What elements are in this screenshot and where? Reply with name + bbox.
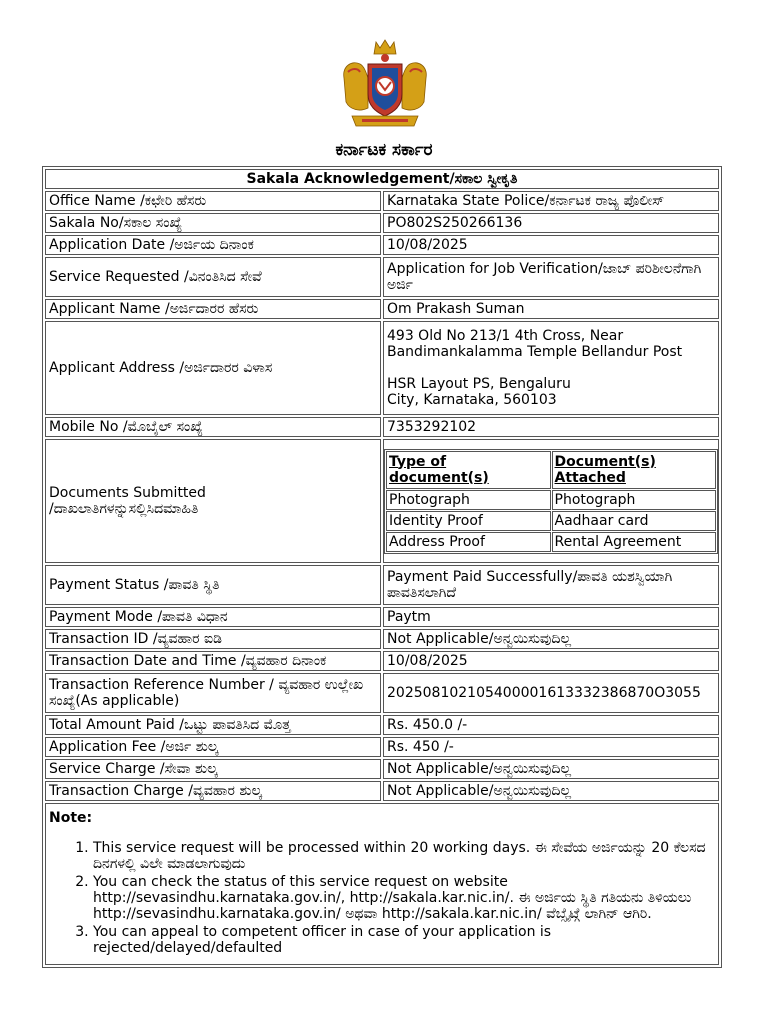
note-title: Note: [49,810,93,826]
payment-status-label: Payment Status /ಪಾವತಿ ಸ್ಥಿತಿ [45,565,381,605]
applicant-address-label: Applicant Address /ಅರ್ಜಿದಾರರ ವಿಳಾಸ [45,321,381,415]
acknowledgement-table [42,166,722,968]
documents-label-line-1: Documents Submitted [49,485,206,501]
documents-value [383,439,719,563]
total-amount-value: Rs. 450.0 /- [383,715,719,735]
address-line-1: 493 Old No 213/1 4th Cross, Near [387,328,624,344]
mobile-no-label: Mobile No /ಮೊಬೈಲ್ ಸಂಖ್ಯೆ [45,417,381,437]
table-row: Photograph [386,490,551,510]
documents-table [384,449,718,554]
documents-col-type: Type of document(s) [386,451,551,489]
documents-label [45,439,381,563]
table-row: Rental Agreement [552,532,717,552]
address-line-4: City, Karnataka, 560103 [387,392,557,408]
total-amount-label: Total Amount Paid /ಒಟ್ಟು ಪಾವತಿಸಿದ ಮೊತ್ತ [45,715,381,735]
sakala-no-label: Sakala No/ಸಕಾಲ ಸಂಖ್ಯೆ [45,213,381,233]
karnataka-emblem-icon [338,38,432,130]
list-item: 3. You can appeal to competent officer in case of your application is rejected/delayed/defaulted [93,924,715,956]
acknowledgement-title: Sakala Acknowledgement/ಸಕಾಲ ಸ್ವೀಕೃತಿ [45,169,719,189]
transaction-datetime-value: 10/08/2025 [383,651,719,671]
service-requested-value: Application for Job Verification/ಜಾಬ್ ಪರಿಶೀಲನೆಗಾಗಿ ಅರ್ಜಿ [383,257,719,297]
list-item: 2. You can check the status of this service request on website http://sevasindhu.karnataka.gov.in/, http://sakala.kar.nic.in/. ಈ ಅರ್ಜಿಯ ಸ್ಥಿತಿ ಗತಿಯನು ತಿಳಿಯಲು http://sevasindhu.karnataka.gov.in/ ಅಥವಾ http://sakala.kar.nic.in/ ವೆಬ್ಸೈಟ್ಗೆ ಲಾಗಿನ್ ಆಗಿರಿ. [93,874,715,922]
note-list [49,840,715,956]
service-requested-label: Service Requested /ವಿನಂತಿಸಿದ ಸೇವೆ [45,257,381,297]
transaction-ref-label: Transaction Reference Number / ವ್ಯವಹಾರ ಉಲ್ಲೇಖ ಸಂಖ್ಯೆ(As applicable) [45,673,381,713]
sakala-no-value: PO802S250266136 [383,213,719,233]
office-name-label: Office Name /ಕಛೇರಿ ಹೆಸರು [45,191,381,211]
table-row: Aadhaar card [552,511,717,531]
transaction-id-value: Not Applicable/ಅನ್ವಯಿಸುವುದಿಲ್ಲ [383,629,719,649]
payment-mode-value: Paytm [383,607,719,627]
address-line-2: Bandimankalamma Temple Bellandur Post [387,344,683,360]
transaction-ref-value: 202508102105400001613332386870O3055 [383,673,719,713]
table-row: Photograph [552,490,717,510]
note-section [45,803,719,965]
address-line-3: HSR Layout PS, Bengaluru [387,376,571,392]
government-title: ಕರ್ನಾಟಕ ಸರ್ಕಾರ [335,140,433,160]
application-date-label: Application Date /ಅರ್ಜಿಯ ದಿನಾಂಕ [45,235,381,255]
documents-col-attached: Document(s) Attached [552,451,717,489]
table-row: Address Proof [386,532,551,552]
application-date-value: 10/08/2025 [383,235,719,255]
service-charge-label: Service Charge /ಸೇವಾ ಶುಲ್ಕ [45,759,381,779]
application-fee-label: Application Fee /ಅರ್ಜಿ ಶುಲ್ಕ [45,737,381,757]
office-name-value: Karnataka State Police/ಕರ್ನಾಟಕ ರಾಜ್ಯ ಪೊಲೀಸ್ [383,191,719,211]
table-row: Identity Proof [386,511,551,531]
applicant-name-value: Om Prakash Suman [383,299,719,319]
list-item: 1. This service request will be processed within 20 working days. ಈ ಸೇವೆಯ ಅರ್ಜಿಯನ್ನು 20 ಕೆಲಸದ ದಿನಗಳಲ್ಲಿ ವಿಲೇ ಮಾಡಲಾಗುವುದು [93,840,715,872]
payment-mode-label: Payment Mode /ಪಾವತಿ ವಿಧಾನ [45,607,381,627]
transaction-id-label: Transaction ID /ವ್ಯವಹಾರ ಐಡಿ [45,629,381,649]
transaction-datetime-label: Transaction Date and Time /ವ್ಯವಹಾರ ದಿನಾಂಕ [45,651,381,671]
transaction-charge-label: Transaction Charge /ವ್ಯವಹಾರ ಶುಲ್ಕ [45,781,381,801]
mobile-no-value: 7353292102 [383,417,719,437]
service-charge-value: Not Applicable/ಅನ್ವಯಿಸುವುದಿಲ್ಲ [383,759,719,779]
payment-status-value: Payment Paid Successfully/ಪಾವತಿ ಯಶಸ್ವಿಯಾಗಿ ಪಾವತಿಸಲಾಗಿದೆ [383,565,719,605]
documents-label-line-2: /ದಾಖಲಾತಿಗಳನ್ನುಸಲ್ಲಿಸಿದಮಾಹಿತಿ [49,501,199,517]
applicant-address-value [383,321,719,415]
applicant-name-label: Applicant Name /ಅರ್ಜಿದಾರರ ಹೆಸರು [45,299,381,319]
application-fee-value: Rs. 450 /- [383,737,719,757]
transaction-charge-value: Not Applicable/ಅನ್ವಯಿಸುವುದಿಲ್ಲ [383,781,719,801]
